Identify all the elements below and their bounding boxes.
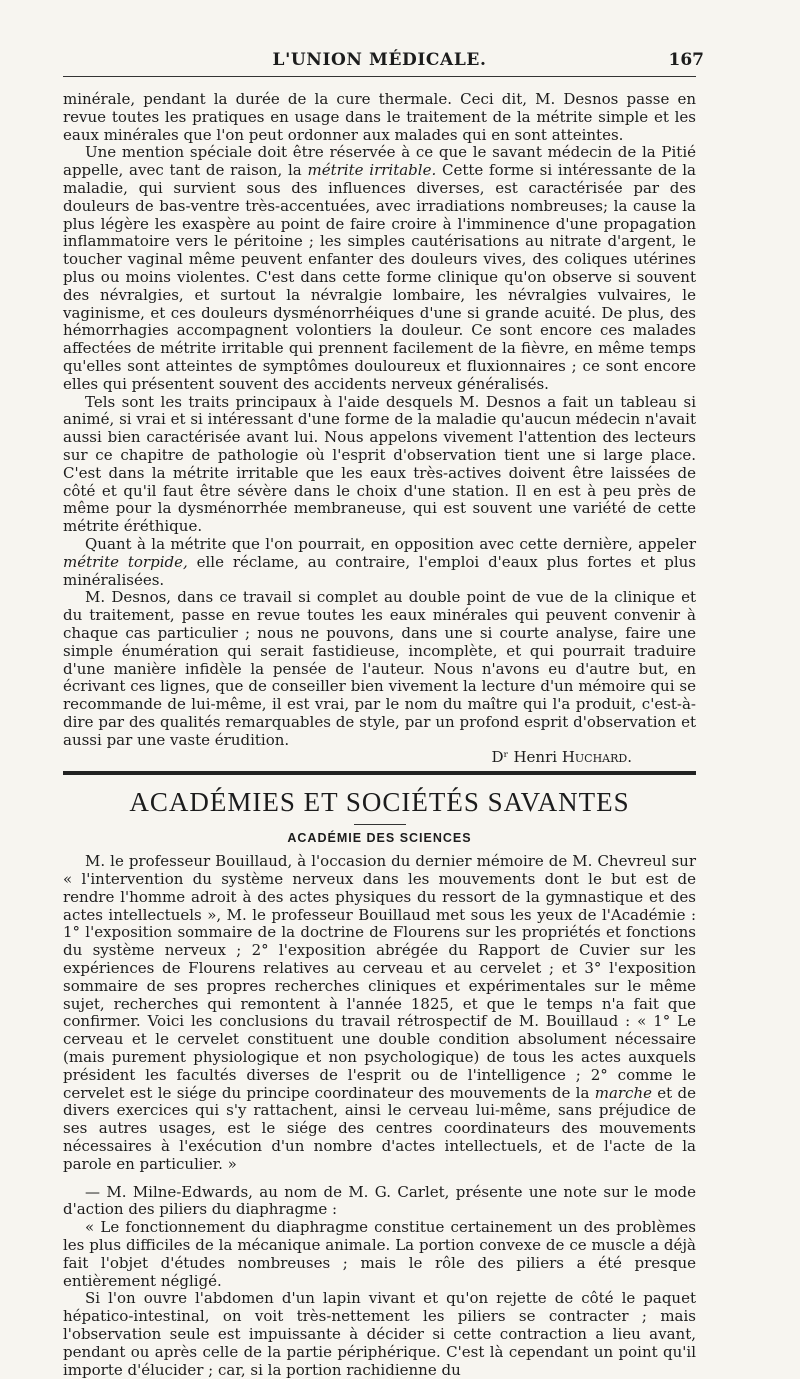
text-run: Une mention spéciale doit être réservée à ce que le savant médecin de la Pitié appelle, avec tant de raison, la [63, 143, 696, 180]
text-run: et de divers exercices qui s'y rattachent, ainsi le cerveau lui-même, sans préjudice de ses autres usages, est le siége des centres coordinateurs des mouvements nécessaires à l'exécution d'un nombre d'actes intellectuels, et de l'acte de la parole en particulier. » [63, 1083, 696, 1173]
article-body [63, 91, 696, 767]
page-number: 167 [668, 50, 704, 70]
section-body [63, 853, 696, 1379]
section-paragraph-3: « Le fonctionnement du diaphragme constitue certainement un des problèmes les plus difficiles de la mécanique animale. La portion convexe de ce muscle a déjà fait l'objet d'études nombreuses ; mais le rôle des piliers a été presque entièrement négligé. [63, 1218, 696, 1290]
text-run: M. le professeur Bouillaud, à l'occasion du dernier mémoire de M. Chevreul sur « l'intervention du système nerveux dans les mouvements dont le but est de rendre l'homme adroit à des actes physiques du ressort de la gymnastique et des actes intellectuels », M. le professeur Bouillaud met sous les yeux de l'Académie : 1° l'exposition sommaire de la doctrine de Flourens sur les propriétés et fonctions du système nerveux ; 2° l'exposition abrégée du Rapport de Cuvier sur les expériences de Flourens relatives au cerveau et au cervelet ; et 3° l'exposition sommaire de ses propres recherches cliniques et expérimentales sur le même sujet, recherches qui remontent à l'année 1825, et que le temps n'a fait que confirmer. Voici les conclusions du travail rétrospectif de M. Bouillaud : « 1° Le cerveau et le cervelet constituent une double condition absolument nécessaire (mais purement physiologique et non psychologique) de tous les actes auxquels président les facultés diverses de l'esprit ou de l'intelligence ; 2° comme le cervelet est le siége du principe coordinateur des mouvements de la [63, 852, 696, 1102]
signature-line [63, 749, 696, 767]
italic-term: marche [594, 1083, 652, 1102]
text-run: Quant à la métrite que l'on pourrait, en opposition avec cette dernière, appeler [85, 534, 696, 553]
section-title: ACADÉMIES ET SOCIÉTÉS SAVANTES [129, 787, 630, 818]
section-paragraph-4: Si l'on ouvre l'abdomen d'un lapin vivant et qu'on rejette de côté le paquet hépatico-intestinal, on voit très-nettement les piliers se contracter ; mais l'observation seule est impuissante à décider si cette contraction a lieu avant, pendant ou après celle de la partie périphérique. C'est là cependant un point qu'il importe d'élucider ; car, si la portion rachidienne du [63, 1289, 696, 1379]
running-head [63, 48, 704, 77]
text-run: elle réclame, au contraire, l'emploi d'eaux plus fortes et plus minéralisées. [63, 552, 696, 589]
signature-name: Huchard. [561, 748, 632, 767]
section-paragraph-1 [63, 853, 696, 1173]
article-paragraph-3: Tels sont les traits principaux à l'aide desquels M. Desnos a fait un tableau si animé, si vrai et si intéressant d'une forme de la maladie qu'aucun médecin n'avait aussi bien caractérisée avant lui. Nous appelons vivement l'attention des lecteurs sur ce chapitre de pathologie où l'esprit d'observation tient une si large place. C'est dans la métrite irritable que les eaux très-actives doivent être laissées de côté et qu'il faut être sévère dans le choix d'une station. Il en est à peu près de même pour la dysménorrhée membraneuse, qui est souvent une variété de cette métrite éréthique. [63, 392, 696, 536]
text-run: Cette forme si intéressante de la maladie, qui survient sous des influences diverses, est caractérisée par des douleurs de bas-ventre très-accentuées, avec irradiations nombreuses; la cause la plus légère les exaspère au point de faire croire à l'imminence d'une propagation inflammatoire vers le péritoine ; les simples cautérisations au nitrate d'argent, le toucher vaginal même peuvent enfanter des douleurs vives, des coliques utérines plus ou moins violentes. C'est dans cette forme clinique qu'on observe si souvent des névralgies, et surtout la névralgie lombaire, les névralgies vulvaires, le vaginisme, et ces douleurs dysménorrhéiques d'une si grande acuité. De plus, des hémorrhagies accompagnent volontiers la douleur. Ce sont encore ces malades affectées de métrite irritable qui prennent facilement de la fièvre, en même temps qu'elles sont atteintes de symptômes douloureux et fluxionnaires ; ce sont encore elles qui présentent souvent des accidents nerveux généralisés. [63, 161, 696, 393]
signature-prefix: Dʳ Henri [491, 748, 562, 767]
subsection-title: ACADÉMIE DES SCIENCES [287, 831, 472, 846]
title-underline [354, 824, 406, 825]
author-signature [63, 749, 696, 767]
italic-term: métrite torpide, [63, 552, 188, 571]
italic-term: métrite irritable. [307, 161, 437, 180]
article-paragraph-4 [63, 536, 696, 589]
article-paragraph-1: minérale, pendant la durée de la cure thermale. Ceci dit, M. Desnos passe en revue toutes les pratiques en usage dans le traitement de la métrite simple et les eaux minérales que l'on peut ordonner aux malades qui en sont atteintes. [63, 90, 696, 144]
article-paragraph-2 [63, 144, 696, 393]
section-paragraph-2: — M. Milne-Edwards, au nom de M. G. Carlet, présente une note sur le mode d'action des piliers du diaphragme : [63, 1182, 696, 1219]
article-paragraph-5: M. Desnos, dans ce travail si complet au double point de vue de la clinique et du traitement, passe en revue toutes les eaux minérales qui peuvent convenir à chaque cas particulier ; nous ne pouvons, dans une si courte analyse, faire une simple énumération qui serait fastidieuse, incomplète, et qui pourrait traduire d'une manière infidèle la pensée de l'auteur. Nous n'avons eu d'autre but, en écrivant ces lignes, que de conseiller bien vivement la lecture d'un mémoire qui se recommande de lui-même, il est vrai, par le nom du maître qui l'a produit, c'est-à-dire par des qualités remarquables de style, par un profond esprit d'observation et aussi par une vaste érudition. [63, 588, 696, 749]
section-divider [63, 771, 696, 775]
running-title: L'UNION MÉDICALE. [272, 50, 487, 70]
